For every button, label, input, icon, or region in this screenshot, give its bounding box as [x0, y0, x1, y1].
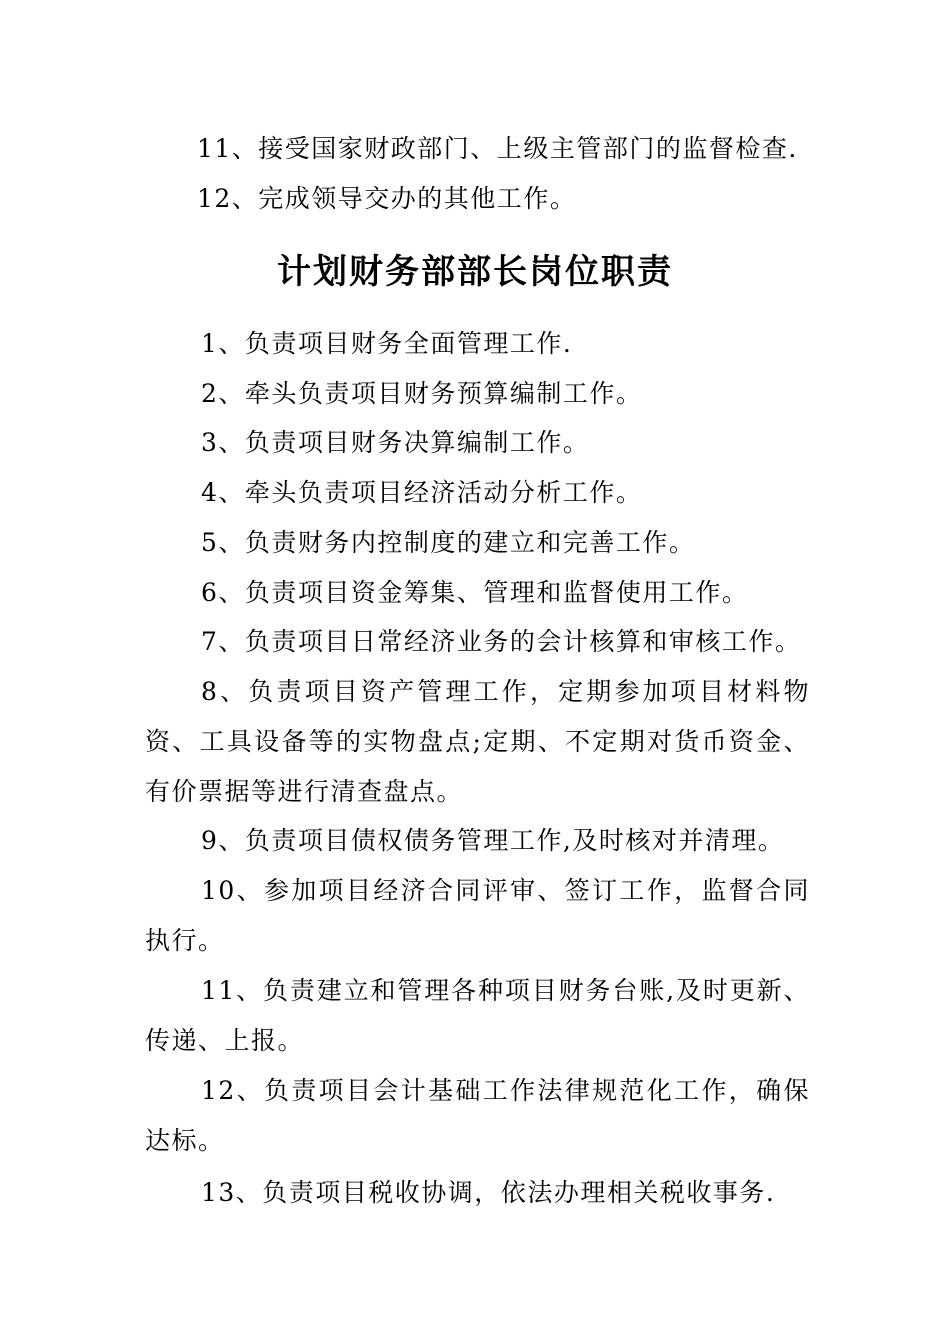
duty-item-11: 11、负责建立和管理各种项目财务台账,及时更新、传递、上报。	[145, 976, 810, 1055]
duty-item-8: 8、负责项目资产管理工作，定期参加项目材料物资、工具设备等的实物盘点;定期、不定期对货币资金、有价票据等进行清查盘点。	[145, 677, 810, 806]
carryover-item-12: 12、完成领导交办的其他工作。	[197, 184, 577, 213]
duty-item-7: 7、负责项目日常经济业务的会计核算和审核工作。	[201, 627, 802, 656]
duty-item-4: 4、牵头负责项目经济活动分析工作。	[201, 478, 643, 507]
duty-item-2: 2、牵头负责项目财务预算编制工作。	[201, 379, 643, 408]
duty-item-9: 9、负责项目债权债务管理工作,及时核对并清理。	[201, 826, 785, 855]
duty-item-1: 1、负责项目财务全面管理工作.	[201, 329, 573, 358]
carryover-item-11: 11、接受国家财政部门、上级主管部门的监督检查.	[197, 134, 798, 163]
duty-item-6: 6、负责项目资金筹集、管理和监督使用工作。	[201, 578, 749, 607]
duty-item-3: 3、负责项目财务决算编制工作。	[201, 428, 590, 457]
section-title: 计划财务部部长岗位职责	[277, 252, 673, 292]
duty-item-10: 10、参加项目经济合同评审、签订工作，监督合同执行。	[145, 876, 810, 955]
duty-item-5: 5、负责财务内控制度的建立和完善工作。	[201, 528, 696, 557]
duty-item-13: 13、负责项目税收协调，依法办理相关税收事务.	[201, 1178, 776, 1207]
duty-item-12: 12、负责项目会计基础工作法律规范化工作，确保达标。	[145, 1076, 810, 1155]
